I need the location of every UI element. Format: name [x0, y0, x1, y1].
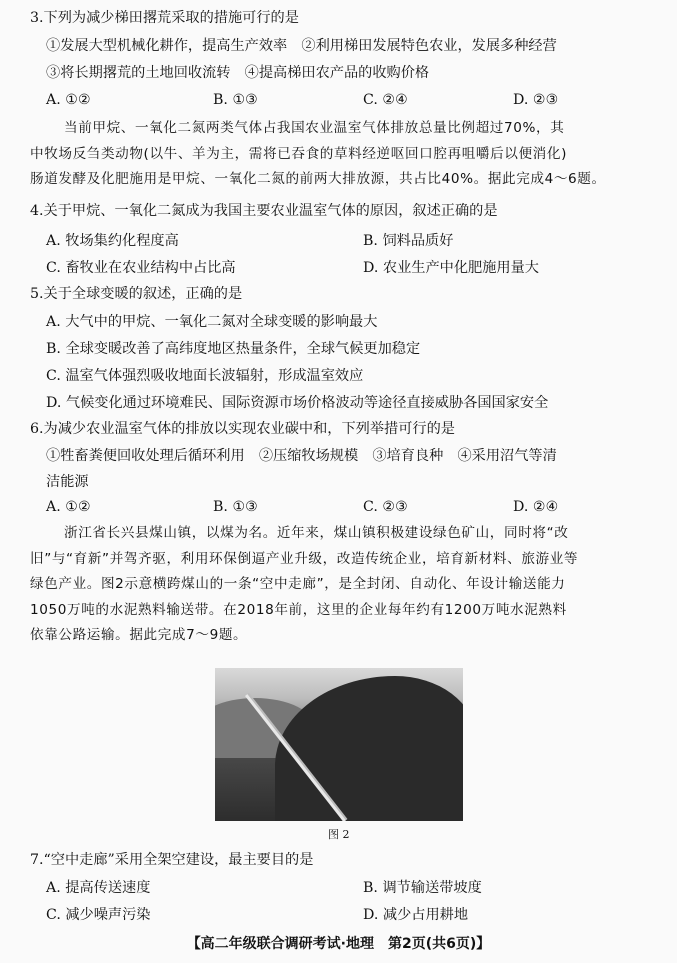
- q4-option-d: D. 农业生产中化肥施用量大: [363, 260, 539, 276]
- q7-option-d: D. 减少占用耕地: [363, 907, 469, 923]
- q4-option-c: C. 畜牧业在农业结构中占比高: [46, 260, 236, 276]
- q7-stem: 7.“空中走廊”采用全架空建设，最主要目的是: [30, 852, 314, 868]
- passage-1-line: 当前甲烷、一氧化二氮两类气体占我国农业温室气体排放总量比例超过70%，其: [64, 120, 565, 136]
- passage-2-line: 1050万吨的水泥熟料输送带。在2018年前，这里的企业每年约有1200万吨水泥熟料: [30, 601, 567, 618]
- q6-option-b: B. ①③: [213, 499, 258, 515]
- passage-1-line: 中牧场反刍类动物(以牛、羊为主，需将已吞食的草料经逆呕回口腔再咀嚼后以便消化): [30, 145, 567, 162]
- q3-option-d: D. ②③: [513, 92, 559, 108]
- q7-option-c: C. 减少噪声污染: [46, 907, 151, 923]
- q6-items-2: 洁能源: [46, 474, 89, 490]
- q5-option-b: B. 全球变暖改善了高纬度地区热量条件，全球气候更加稳定: [46, 341, 421, 357]
- q6-option-c: C. ②③: [363, 499, 408, 515]
- passage-2: [30, 521, 660, 649]
- q4-stem: 4.关于甲烷、一氧化二氮成为我国主要农业温室气体的原因，叙述正确的是: [30, 203, 498, 219]
- passage-2-line: 旧”与“育新”并驾齐驱，利用环保倒逼产业升级，改造传统企业，培育新材料、旅游业等: [30, 550, 579, 567]
- passage-2-line: 浙江省长兴县煤山镇，以煤为名。近年来，煤山镇积极建设绿色矿山，同时将“改: [64, 525, 569, 541]
- q5-option-a: A. 大气中的甲烷、一氧化二氮对全球变暖的影响最大: [46, 314, 378, 330]
- q6-option-d: D. ②④: [513, 499, 559, 515]
- q7-option-a: A. 提高传送速度: [46, 880, 151, 896]
- passage-1-line: 肠道发酵及化肥施用是甲烷、一氧化二氮的前两大排放源，共占比40%。据此完成4～6题。: [30, 171, 606, 187]
- passage-2-line: 依靠公路运输。据此完成7～9题。: [30, 627, 248, 643]
- passage-1: [30, 116, 660, 193]
- q4-option-b: B. 饲料品质好: [363, 233, 454, 249]
- q4-option-a: A. 牧场集约化程度高: [46, 233, 179, 249]
- q6-stem: 6.为减少农业温室气体的排放以实现农业碳中和，下列举措可行的是: [30, 421, 455, 437]
- q6-items-1: ①牲畜粪便回收处理后循环利用 ②压缩牧场规模 ③培育良种 ④采用沼气等清: [46, 448, 557, 464]
- q3-stem: 3.下列为减少梯田撂荒采取的措施可行的是: [30, 10, 299, 26]
- q3-items-2: ③将长期撂荒的土地回收流转 ④提高梯田农产品的收购价格: [46, 65, 430, 81]
- q3-items-1: ①发展大型机械化耕作，提高生产效率 ②利用梯田发展特色农业，发展多种经营: [46, 38, 557, 54]
- q3-option-b: B. ①③: [213, 92, 258, 108]
- figure-caption: 图 2: [328, 828, 350, 841]
- passage-2-line: 绿色产业。图2示意横跨煤山的一条“空中走廊”，是全封闭、自动化、年设计输送能力: [30, 576, 566, 592]
- q5-stem: 5.关于全球变暖的叙述，正确的是: [30, 286, 243, 302]
- q3-option-a: A. ①②: [46, 92, 91, 108]
- q7-option-b: B. 调节输送带坡度: [363, 880, 482, 896]
- q3-option-c: C. ②④: [363, 92, 408, 108]
- page-footer: 【高二年级联合调研考试·地理 第2页(共6页)】: [186, 936, 491, 952]
- q5-option-c: C. 温室气体强烈吸收地面长波辐射，形成温室效应: [46, 368, 364, 384]
- q5-option-d: D. 气候变化通过环境难民、国际资源市场价格波动等途径直接威胁各国国家安全: [46, 395, 549, 411]
- figure-photo-conveyor: [215, 668, 463, 821]
- q6-option-a: A. ①②: [46, 499, 91, 515]
